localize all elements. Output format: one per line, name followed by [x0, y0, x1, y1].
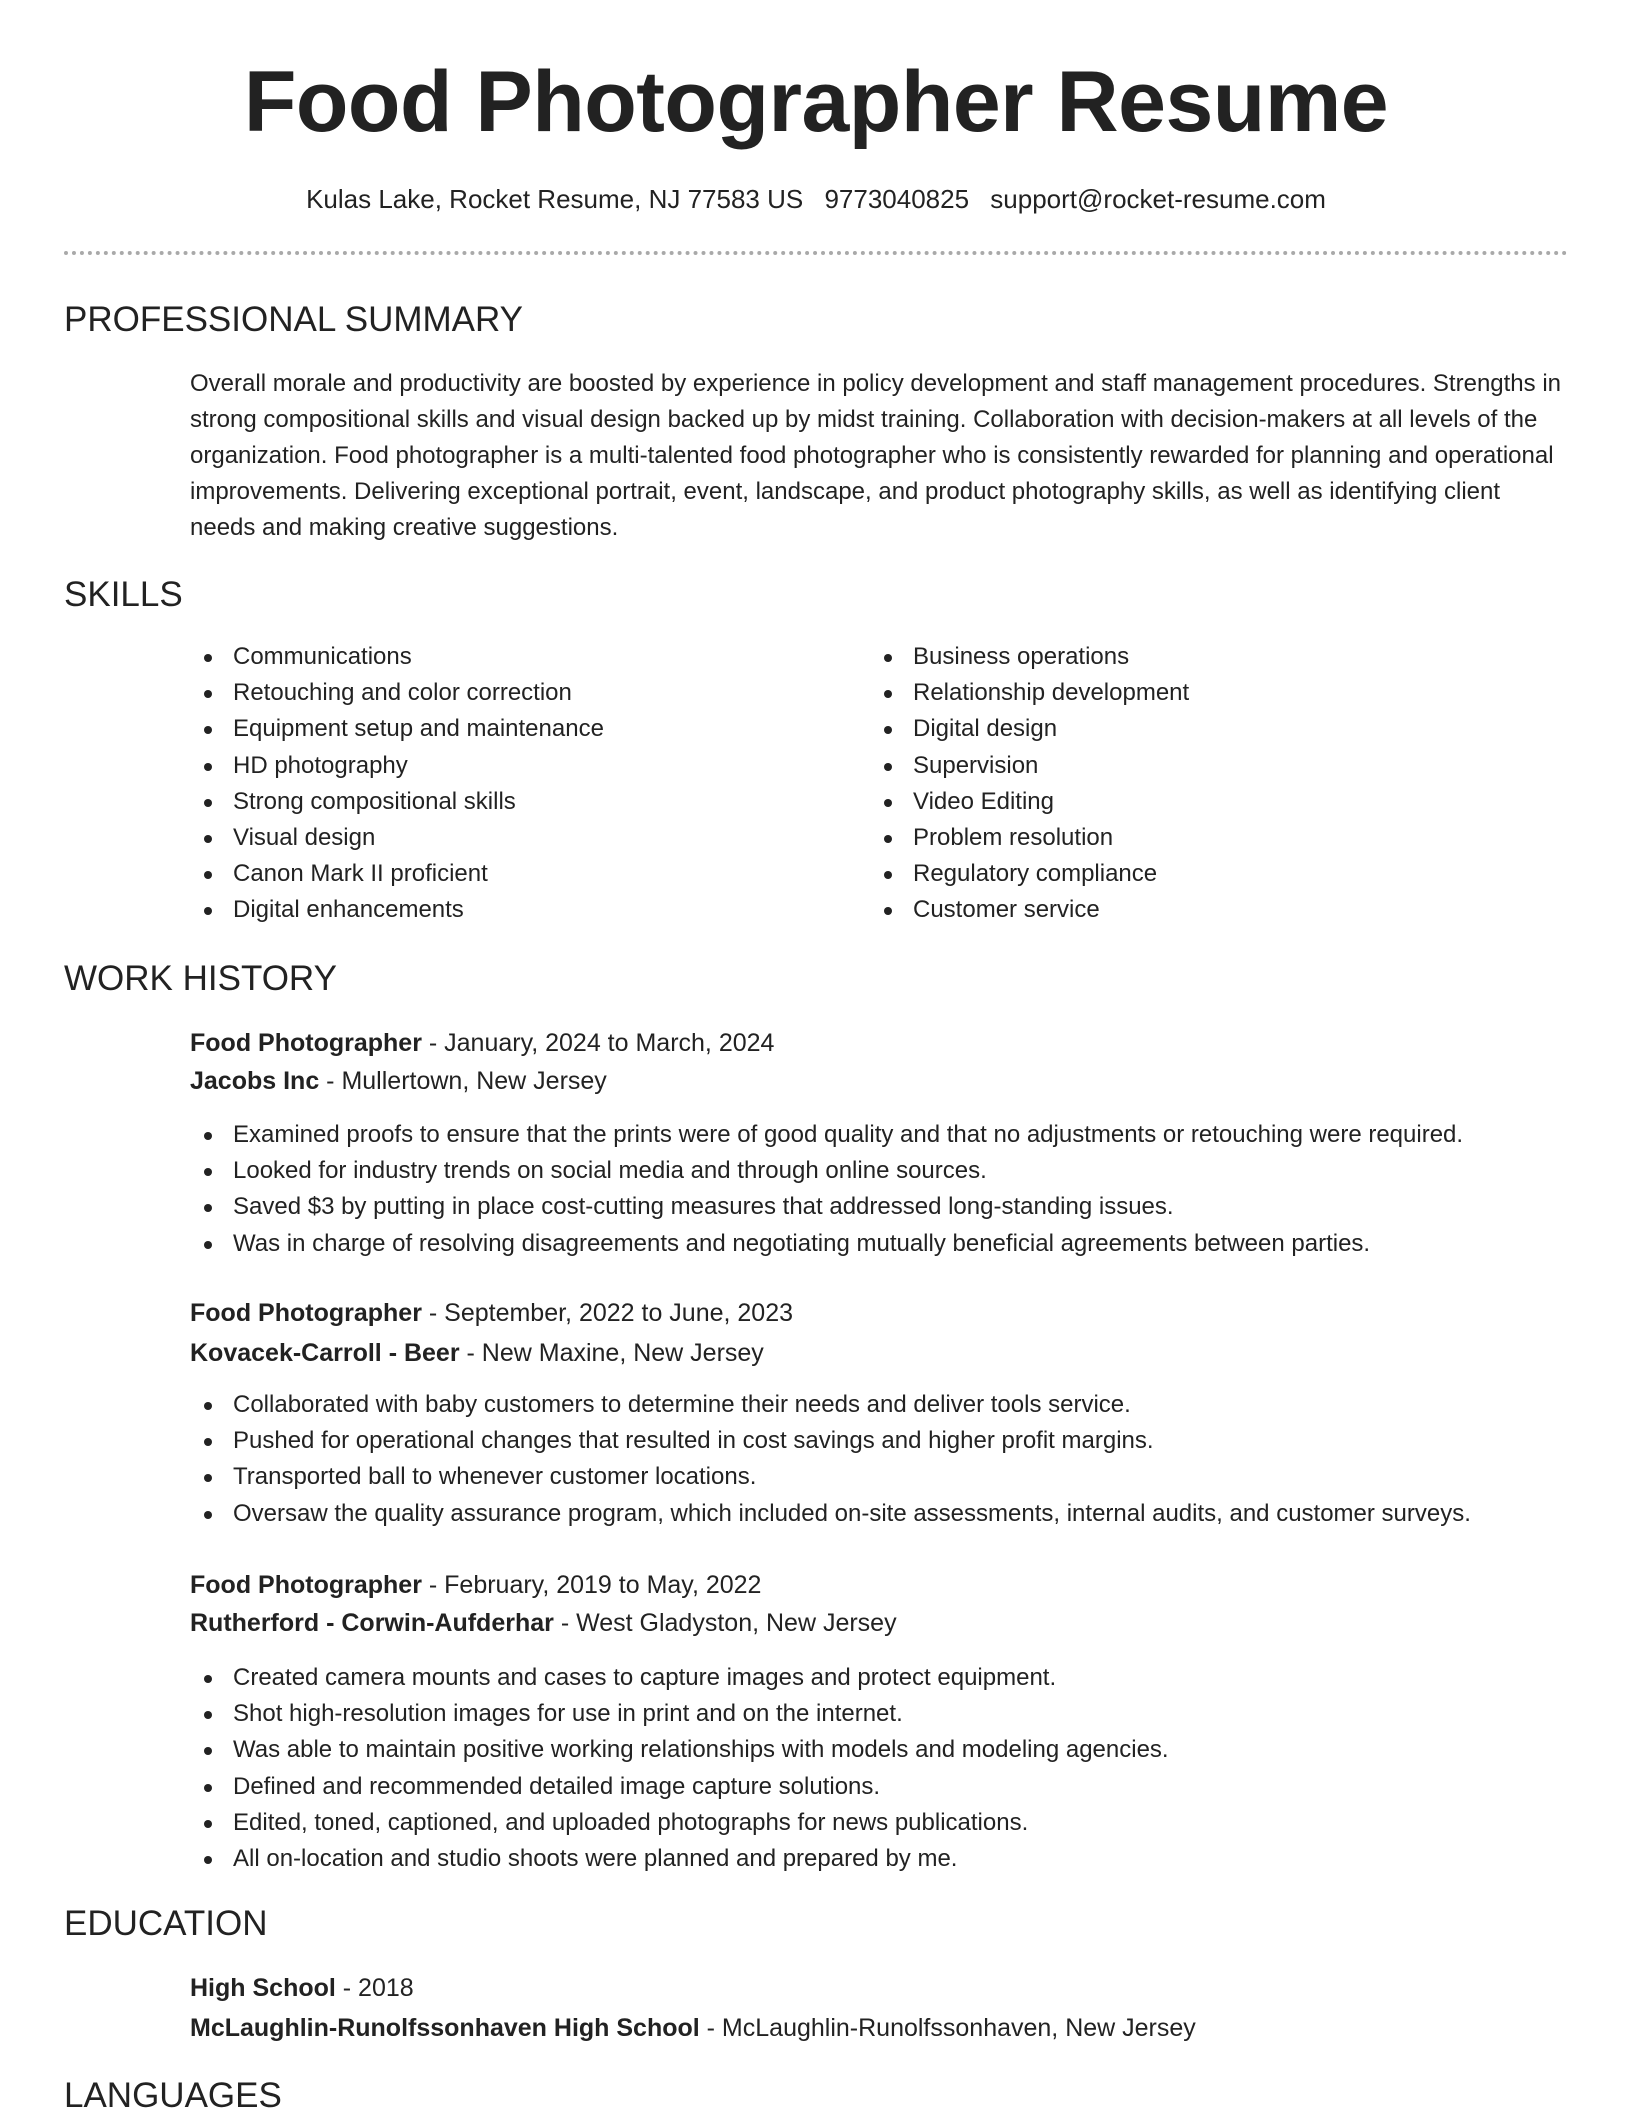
skill-item: Digital enhancements: [190, 892, 604, 928]
job-bullet: Was in charge of resolving disagreements and negotiating mutually beneficial agreements between parties.: [190, 1226, 1463, 1262]
summary-text: Overall morale and productivity are boosted by experience in policy development and staff management procedures. Strengths in strong compositional skills and visual design backed up by midst training. Collaboration with decision-makers at all levels of the organization. Food photographer is a multi-talented food photographer who is consistently rewarded for planning and operational improvements. Delivering exceptional portrait, event, landscape, and product photography skills, as well as identifying client needs and making creative suggestions.: [190, 370, 1561, 541]
job-company: Kovacek-Carroll - Beer: [190, 1339, 460, 1367]
section-title-education: EDUCATION: [64, 1904, 268, 1943]
section-title-work-history: WORK HISTORY: [64, 959, 337, 998]
job-bullet: Defined and recommended detailed image capture solutions.: [190, 1769, 1169, 1805]
job-dates: - January, 2024 to March, 2024: [421, 1029, 775, 1057]
contact-phone: 9773040825: [824, 184, 970, 214]
skills-list-left: [190, 639, 604, 929]
skill-item: Visual design: [190, 820, 604, 856]
skill-item: Customer service: [870, 892, 1189, 928]
job-title-line: [190, 1567, 761, 1603]
job-bullet: Looked for industry trends on social media and through online sources.: [190, 1153, 1463, 1189]
skill-item: Retouching and color correction: [190, 675, 604, 711]
job-title: Food Photographer: [190, 1571, 422, 1599]
job-bullet: Edited, toned, captioned, and uploaded photographs for news publications.: [190, 1805, 1169, 1841]
section-title-skills: SKILLS: [64, 575, 183, 614]
job-bullet: Created camera mounts and cases to capture images and protect equipment.: [190, 1660, 1169, 1696]
job-company-line: [190, 1605, 897, 1641]
skill-item: Equipment setup and maintenance: [190, 711, 604, 747]
skill-item: Strong compositional skills: [190, 784, 604, 820]
job-title-line: [190, 1025, 774, 1061]
job-bullet: Collaborated with baby customers to determine their needs and deliver tools service.: [190, 1387, 1471, 1423]
contact-email[interactable]: support@rocket-resume.com: [990, 184, 1326, 214]
skill-item: Communications: [190, 639, 604, 675]
contact-line: [0, 181, 1632, 217]
education-degree: High School: [190, 1974, 336, 2002]
job-bullet: All on-location and studio shoots were planned and prepared by me.: [190, 1841, 1169, 1877]
job-bullet: Pushed for operational changes that resulted in cost savings and higher profit margins.: [190, 1423, 1471, 1459]
resume-title: Food Photographer Resume: [243, 54, 1389, 150]
job-bullet: Oversaw the quality assurance program, which included on-site assessments, internal audits, and customer surveys.: [190, 1496, 1471, 1532]
section-title-languages: LANGUAGES: [64, 2076, 282, 2112]
job-company-line: [190, 1335, 764, 1371]
skill-item: Supervision: [870, 748, 1189, 784]
skill-item: Canon Mark II proficient: [190, 856, 604, 892]
job-dates: - September, 2022 to June, 2023: [421, 1299, 794, 1327]
job-title: Food Photographer: [190, 1029, 422, 1057]
skill-item: HD photography: [190, 748, 604, 784]
job-bullet: Saved $3 by putting in place cost-cutting measures that addressed long-standing issues.: [190, 1189, 1463, 1225]
education-year: - 2018: [335, 1974, 414, 2002]
job-bullet: Transported ball to whenever customer locations.: [190, 1459, 1471, 1495]
job-bullet: Was able to maintain positive working relationships with models and modeling agencies.: [190, 1732, 1169, 1768]
job-company-line: [190, 1063, 607, 1099]
header-divider: [64, 251, 1568, 255]
education-school: McLaughlin-Runolfssonhaven High School: [190, 2014, 700, 2042]
education-school-line: [190, 2010, 1196, 2046]
skill-item: Business operations: [870, 639, 1189, 675]
job-location: - West Gladyston, New Jersey: [553, 1609, 897, 1637]
job-company: Rutherford - Corwin-Aufderhar: [190, 1609, 554, 1637]
skills-list-right: [870, 639, 1189, 929]
education-degree-line: [190, 1970, 414, 2006]
job-bullets: [190, 1117, 1463, 1262]
skill-item: Problem resolution: [870, 820, 1189, 856]
skill-item: Video Editing: [870, 784, 1189, 820]
job-bullet: Shot high-resolution images for use in print and on the internet.: [190, 1696, 1169, 1732]
job-bullets: [190, 1387, 1471, 1532]
section-title-summary: PROFESSIONAL SUMMARY: [64, 300, 523, 339]
job-bullets: [190, 1660, 1169, 1877]
job-location: - Mullertown, New Jersey: [319, 1067, 607, 1095]
job-title-line: [190, 1295, 793, 1331]
contact-address: Kulas Lake, Rocket Resume, NJ 77583 US: [306, 184, 804, 214]
skill-item: Regulatory compliance: [870, 856, 1189, 892]
job-dates: - February, 2019 to May, 2022: [421, 1571, 762, 1599]
job-company: Jacobs Inc: [190, 1067, 320, 1095]
job-location: - New Maxine, New Jersey: [459, 1339, 764, 1367]
skill-item: Relationship development: [870, 675, 1189, 711]
job-title: Food Photographer: [190, 1299, 422, 1327]
education-location: - McLaughlin-Runolfssonhaven, New Jersey: [699, 2014, 1196, 2042]
job-bullet: Examined proofs to ensure that the prints were of good quality and that no adjustments or retouching were required.: [190, 1117, 1463, 1153]
skill-item: Digital design: [870, 711, 1189, 747]
